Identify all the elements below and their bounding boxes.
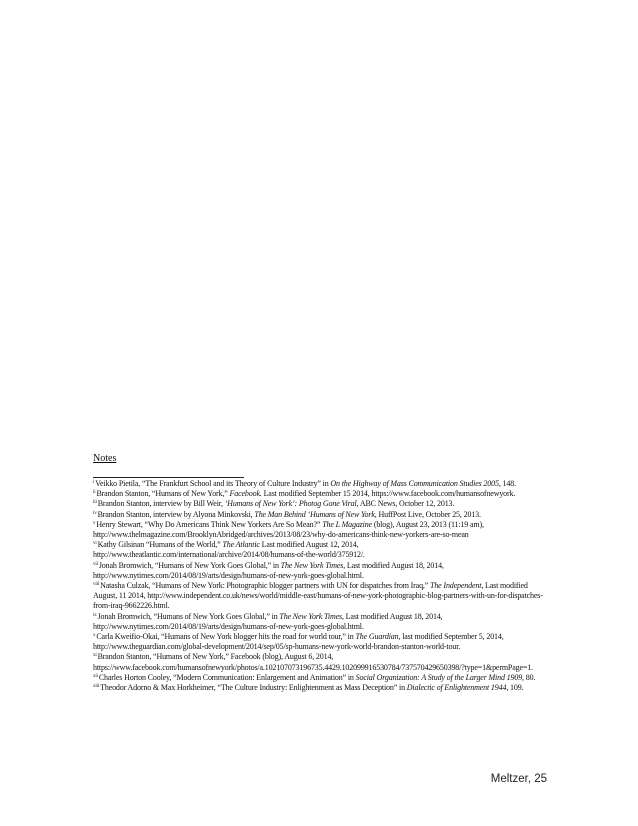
endnote-marker: iv (93, 510, 97, 516)
endnote-text: Natasha Culzak, “Humans of New York: Photographic blogger partners with UN for dispatches from Iraq,” (100, 581, 431, 591)
endnote-text: Brandon Stanton, interview by Bill Weir, (97, 499, 225, 509)
page-footer: Meltzer, 25 (490, 773, 547, 785)
endnote-text: Charles Horton Cooley, “Modern Communication: Enlargement and Animation” in (98, 672, 356, 682)
endnote-text: Carla Kweifio-Okai, “Humans of New York blogger hits the road for world tour,” in (96, 632, 356, 642)
endnote-title: The Atlantic (222, 540, 260, 550)
endnote-text: Brandon Stanton, “Humans of New York,” (96, 489, 230, 499)
endnote-marker: vi (93, 541, 97, 547)
endnote-text: , last modified September 5, 2014, http://www.theguardian.com/global-development/2014/sep/05/sp-humans-new-york-world-brandon-stanton-world-tour. (93, 632, 504, 652)
endnote-text: Veikko Pietila, “The Frankfurt School and its Theory of Culture Industry” in (95, 479, 331, 488)
endnote-text: Jonah Bromwich, “Humans of New York Goes Global,” in (97, 611, 280, 621)
endnote-marker: xiii (93, 684, 100, 690)
endnote-marker: xii (93, 673, 98, 679)
endnote-6 (93, 540, 548, 560)
endnote-7 (93, 561, 548, 581)
endnote-title: ‘Humans of New York’: Photog Gone Viral (224, 499, 357, 509)
endnote-title: The New York Times (280, 560, 344, 570)
endnote-1 (93, 479, 548, 489)
endnote-marker: xi (93, 653, 97, 659)
endnote-2 (93, 489, 548, 499)
endnote-text: , ABC News, October 12, 2013. (356, 499, 455, 509)
endnote-8 (93, 581, 548, 612)
endnote-title: The New York Times (279, 611, 342, 621)
endnote-text: , 109. (506, 683, 524, 693)
endnote-5 (93, 520, 548, 540)
endnote-13 (93, 683, 548, 693)
endnote-3 (93, 499, 548, 509)
endnote-marker: ii (93, 490, 96, 496)
endnote-title: On the Highway of Mass Communication Studies 2005 (330, 479, 499, 488)
endnote-text: , Last modified August 18, 2014, http://www.nytimes.com/2014/08/19/arts/design/humans-of-new-york-goes-global.html. (93, 611, 443, 631)
endnote-title: Social Organization: A Study of the Larger Mind 1909 (355, 672, 523, 682)
endnote-text: Jonah Bromwich, “Humans of New York Goes Global,” in (98, 560, 281, 570)
endnote-11 (93, 652, 548, 672)
endnote-title: The L Magazine (322, 519, 372, 529)
endnote-9 (93, 612, 548, 632)
endnote-text: Theodor Adorno & Max Horkheimer, “The Culture Industry: Enlightenment as Mass Deception” in (100, 683, 407, 693)
endnote-text: , Last modified August, 11 2014, http://www.independent.co.uk/news/world/middle-east/humans-of-new-york-photographic-blog-partners-with-un-for-dispatches-from-iraq-9662226.html. (93, 581, 543, 611)
endnote-10 (93, 632, 548, 652)
footnote-separator-rule (93, 477, 244, 478)
endnote-marker: viii (93, 582, 100, 588)
endnotes-list (93, 479, 548, 693)
endnote-title: The Man Behind ‘Humans of New York (254, 509, 375, 519)
endnote-title: The Independent (430, 581, 482, 591)
endnote-title: Dialectic of Enlightenment 1944 (406, 683, 507, 693)
endnote-title: The Guardian (355, 632, 399, 642)
endnote-title: Facebook. (229, 489, 262, 499)
endnote-marker: i (93, 480, 95, 485)
endnote-12 (93, 673, 548, 683)
endnote-text: , Last modified August 18, 2014, http://www.nytimes.com/2014/08/19/arts/design/humans-of-new-york-goes-global.html. (93, 560, 444, 580)
endnote-marker: vii (93, 561, 98, 567)
endnote-marker: iii (93, 500, 97, 506)
endnote-marker: x (93, 633, 96, 639)
endnote-text: , 80. (522, 672, 536, 682)
endnote-text: Last modified August 12, 2014, http://www.theatlantic.com/international/archive/2014/08/humans-of-the-world/375912/. (93, 540, 365, 560)
endnote-text: , 148. (498, 479, 516, 488)
endnote-text: Kathy Gilsinan “Humans of the World,” (97, 540, 223, 550)
endnote-text: Henry Stewart, “Why Do Americans Think New Yorkers Are So Mean?” (96, 519, 323, 529)
notes-heading: Notes (93, 453, 117, 464)
endnote-marker: ix (93, 612, 97, 618)
endnote-text: , HuffPost Live, October 25, 2013. (374, 509, 481, 519)
endnote-text: Brandon Stanton, interview by Alyona Minkovski, (97, 509, 255, 519)
endnote-marker: v (93, 520, 96, 526)
endnote-text: Brandon Stanton, “Humans of New York,” Facebook (blog), August 6, 2014, https://www.facebook.com/humansofnewyork/photos/a.102107073196735.4429.102099916530784/737570429650398/?type=1&permPage=1. (93, 652, 533, 672)
endnote-4 (93, 510, 548, 520)
endnote-text: Last modified September 15 2014, https://www.facebook.com/humansofnewyork. (261, 489, 516, 499)
endnote-text: (blog), August 23, 2013 (11:19 am), http://www.thelmagazine.com/BrooklynAbridged/archives/2013/08/23/why-do-americans-think-new-yorkers-are-so-mean (93, 519, 484, 540)
